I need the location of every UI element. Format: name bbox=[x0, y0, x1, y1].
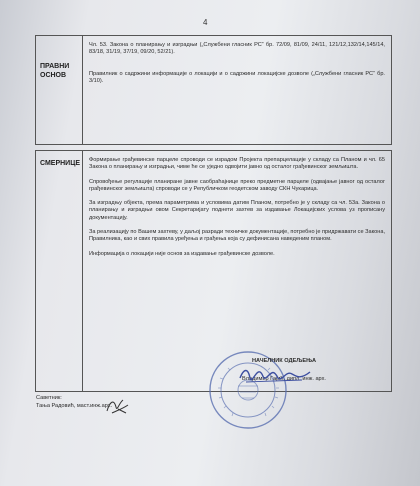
guidelines-body bbox=[89, 157, 385, 265]
legal-basis-label-line-2: ОСНОВ bbox=[40, 72, 67, 79]
guideline-paragraph: Информација о локацији није основ за издавање грађевинске дозволе. bbox=[89, 250, 275, 257]
legal-basis-label bbox=[40, 62, 80, 80]
head-title: НАЧЕЛНИК ОДЕЉЕЊА bbox=[251, 358, 317, 364]
page-number: 4 bbox=[203, 18, 208, 27]
advisor-signature-icon bbox=[104, 395, 130, 417]
advisor-signature-block bbox=[36, 395, 112, 410]
legal-basis-paragraph: Правилник о садржини информације о локацији и о садржини локацијске дозволе („Службени гласник РС“ бр. 3/10). bbox=[89, 70, 385, 84]
legal-basis-body bbox=[89, 42, 385, 92]
guideline-paragraph: Спровођење регулације планиране јавне саобраћајнице преко предметне парцеле (одвајање јавног од осталог грађевинског земљишта) спроводи се у Републичком геодетском заводу СКН Чукарица. bbox=[89, 178, 385, 192]
column-divider bbox=[82, 151, 83, 391]
head-signature-icon bbox=[236, 364, 316, 386]
advisor-title: Саветник: bbox=[36, 395, 62, 401]
legal-basis-paragraph: Чл. 53. Закона о планирању и изградњи („Службени гласник РС“ бр. 72/09, 81/09, 24/11, 121/12,132/14,145/14, 83/18, 31/19, 37/19, 09/20, 52/21). bbox=[89, 42, 385, 56]
legal-basis-label-line-1: ПРАВНИ bbox=[40, 63, 70, 70]
guideline-paragraph: Формирање грађевинске парцеле спроводи се израдом Пројекта препарцелације у складу са Планом и чл. 65 Закона о планирању и изградњи, чиме ће се уједно одвојити јавно од осталог грађевинског земљишта. bbox=[89, 157, 385, 171]
guidelines-label: СМЕРНИЦЕ bbox=[40, 160, 81, 167]
guideline-paragraph: За изградњу објекта, према параметрима и условима датим Планом, потребно је у складу са чл. 53а. Закона о планирању и изградњи овом Секретаријату поднети захтев за издавање Локацијских услова уз прописану документацију. bbox=[89, 200, 385, 221]
guideline-paragraph: За реализацију по Вашем захтеву, у даљој разради техничке документације, потребно је придржавати се Закона, Правилника, као и свих правила уређења и грађења која су дефинисана наведеним планом. bbox=[89, 229, 385, 243]
head-name: Владимир Гајић, дипл. инж. арх. bbox=[242, 375, 326, 382]
advisor-name: Тања Радовић, маст.инж.арх. bbox=[36, 402, 113, 409]
legal-basis-row bbox=[35, 35, 392, 145]
column-divider bbox=[82, 36, 83, 144]
